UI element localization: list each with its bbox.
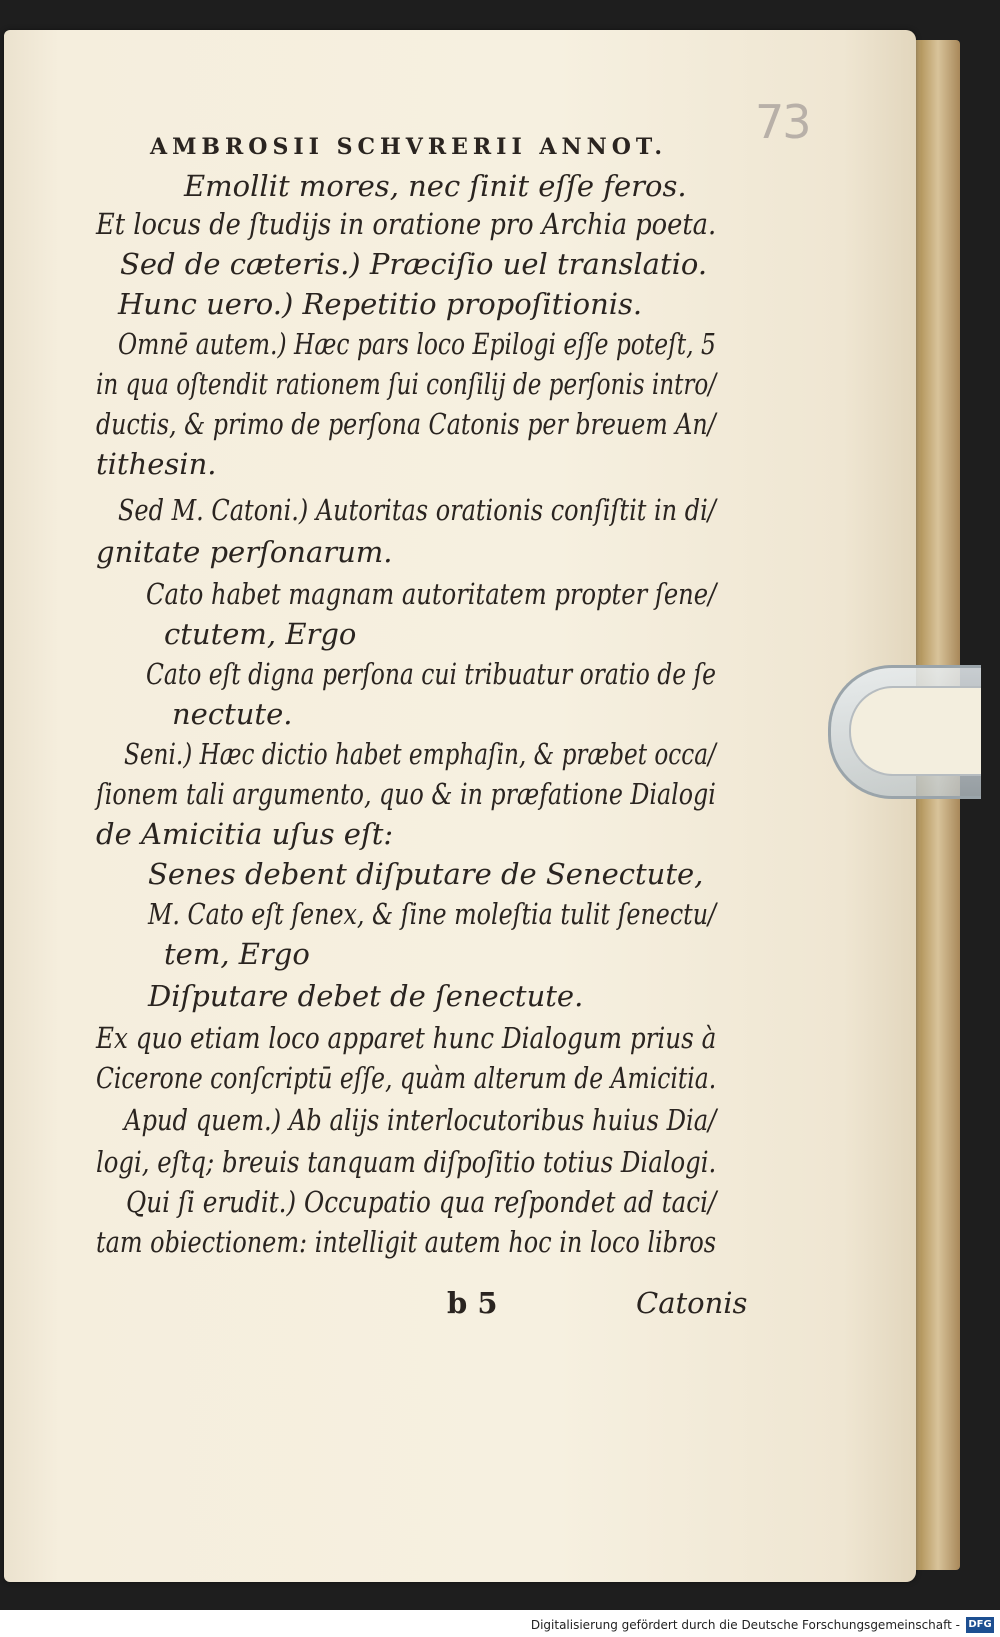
text-line: Diſputare debet de ſenectute. bbox=[148, 979, 584, 1013]
running-head: AMBROSII SCHVRERII ANNOT. bbox=[150, 134, 668, 160]
text-line: ſionem tali argumento, quo & in præfatione Dialogi bbox=[96, 777, 716, 811]
text-line: logi, eſtq; breuis tanquam diſpoſitio totius Dialogi. bbox=[96, 1145, 717, 1179]
text-line: in qua oſtendit rationem ſui conſilij de perſonis intro/ bbox=[96, 367, 717, 401]
text-line: de Amicitia uſus eſt: bbox=[96, 817, 394, 851]
text-line: Ex quo etiam loco apparet hunc Dialogum prius à bbox=[96, 1021, 717, 1055]
footer-credit: Digitalisierung gefördert durch die Deutsche Forschungsgemeinschaft - bbox=[530, 1618, 960, 1632]
dfg-logo: DFG bbox=[966, 1617, 994, 1633]
text-line: Sed de cæteris.) Præciſio uel translatio. bbox=[120, 247, 708, 281]
text-line: Emollit mores, nec ſinit eſſe feros. bbox=[184, 169, 687, 203]
text-line: tem, Ergo bbox=[164, 937, 310, 971]
text-line: gnitate perſonarum. bbox=[96, 535, 393, 569]
text-line: Qui ſi erudit.) Occupatio qua reſpondet ad taci/ bbox=[126, 1185, 717, 1219]
text-line: ductis, & primo de perſona Catonis per breuem An/ bbox=[96, 407, 716, 441]
signature-mark: b 5 bbox=[447, 1286, 498, 1320]
text-line: Cato habet magnam autoritatem propter ſene/ bbox=[146, 577, 717, 611]
page-clip-inner bbox=[849, 686, 981, 776]
text-line: Seni.) Hæc dictio habet emphaſin, & præbet occa/ bbox=[124, 737, 716, 771]
text-line: nectute. bbox=[172, 697, 293, 731]
text-line: Apud quem.) Ab alijs interlocutoribus huius Dia/ bbox=[124, 1103, 717, 1137]
text-line: Cicerone conſcriptū eſſe, quàm alterum de Amicitia. bbox=[96, 1061, 717, 1095]
text-line: Omnē autem.) Hæc pars loco Epilogi eſſe poteſt, 5 bbox=[118, 327, 716, 361]
text-line: Et locus de ſtudijs in oratione pro Archia poeta. bbox=[96, 207, 717, 241]
text-line: Hunc uero.) Repetitio propoſitionis. bbox=[118, 287, 643, 321]
page-clip bbox=[828, 665, 981, 799]
text-line: Senes debent diſputare de Senectute, bbox=[148, 857, 704, 891]
text-line: Cato eſt digna perſona cui tribuatur oratio de ſe bbox=[146, 657, 717, 691]
text-line: Sed M. Catoni.) Autoritas orationis conſiſtit in di/ bbox=[118, 493, 716, 527]
text-line: tithesin. bbox=[96, 447, 217, 481]
text-line: M. Cato eſt ſenex, & ſine moleſtia tulit ſenectu/ bbox=[148, 897, 717, 931]
text-line: tam obiectionem: intelligit autem hoc in loco libros bbox=[96, 1225, 717, 1259]
handwritten-page-number: 73 bbox=[755, 95, 810, 149]
catchword: Catonis bbox=[636, 1286, 748, 1320]
text-line: ctutem, Ergo bbox=[164, 617, 357, 651]
